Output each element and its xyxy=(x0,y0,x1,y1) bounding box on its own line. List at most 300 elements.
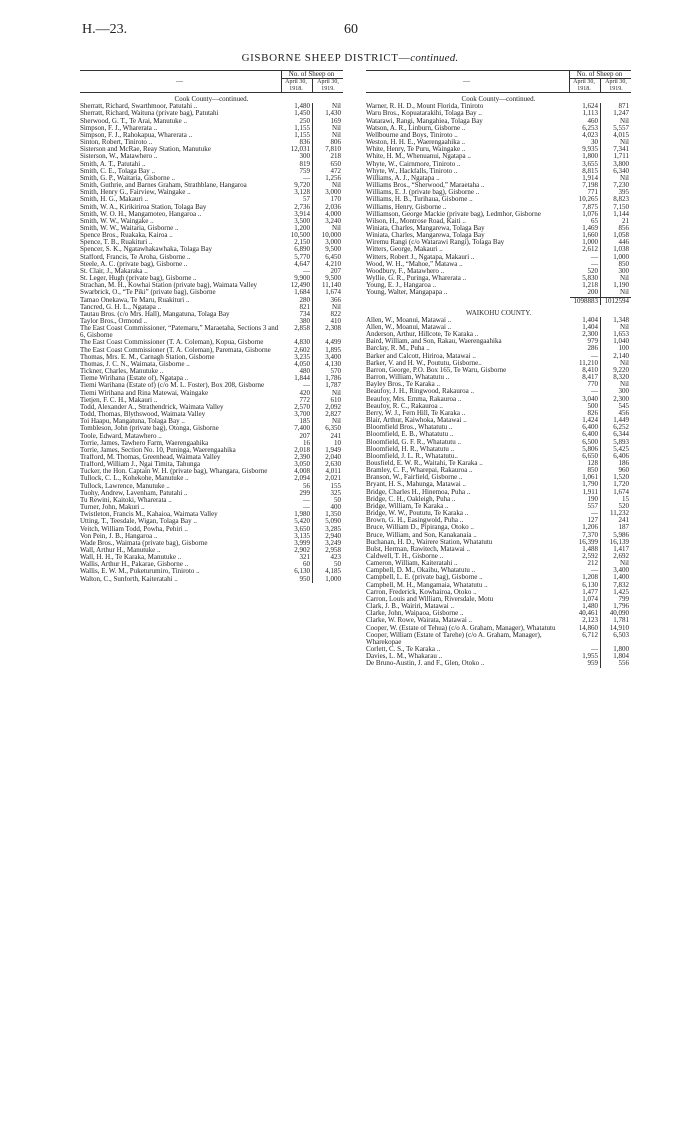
sheep-1919: 1,400 xyxy=(601,574,632,581)
owner-name: Toole, Edward, Matawhero .. xyxy=(80,432,162,440)
owner-name: Bruce, William, and Son, Kanakanaia .. xyxy=(366,531,477,539)
sheep-1919: 10,000 xyxy=(313,232,344,239)
sheep-1918: 16,399 xyxy=(578,538,598,546)
owner-name: Tombleson, John (private bag), Otonga, Gisborne xyxy=(80,425,219,433)
owner-name: Woodbury, F., Matawhero .. xyxy=(366,267,445,275)
table-row xyxy=(80,475,343,482)
owner-name: Sherratt, Richard, Swarthmoor, Patutahi .. xyxy=(80,103,198,111)
sheep-1919: 21 xyxy=(601,218,632,225)
owner-name: Bayley Bros., Te Karaka .. xyxy=(366,381,441,389)
sheep-1918: — xyxy=(591,352,598,360)
sheep-1918: 6,400 xyxy=(582,424,598,432)
table-row xyxy=(80,397,343,404)
table-row xyxy=(366,103,631,110)
sheep-1918: 1,980 xyxy=(294,511,310,519)
owner-name: Sisterson, W., Matawhero .. xyxy=(80,153,158,161)
owner-name: Bloomfield, E. B., Whatatutu .. xyxy=(366,431,454,439)
table-row xyxy=(80,318,343,325)
owner-name: Simpson, F. J., Wharerata .. xyxy=(80,124,158,132)
left-table xyxy=(80,70,343,583)
sheep-1919: Nil xyxy=(601,175,632,182)
sheep-1918: 5,770 xyxy=(294,253,310,261)
table-row xyxy=(80,433,343,440)
table-row xyxy=(80,554,343,561)
sheep-1919: Nil xyxy=(313,225,344,232)
sheep-1919: 1,653 xyxy=(601,331,632,338)
sheep-1918: 3,040 xyxy=(582,395,598,403)
sheep-1918: 1,074 xyxy=(582,595,598,603)
sheep-1918: — xyxy=(591,260,598,268)
sheep-1919: 3,000 xyxy=(313,239,344,246)
sheep-1919: 1,430 xyxy=(313,110,344,117)
sheep-1918: 1,000 xyxy=(582,239,598,247)
owner-name: White, Henry, Te Puru, Waingake .. xyxy=(366,146,466,154)
sheep-1919: Nil xyxy=(313,132,344,139)
table-row xyxy=(80,218,343,225)
sheep-1919: 11,232 xyxy=(601,510,632,517)
left-column xyxy=(80,70,343,583)
owner-name: Smith, W. A., Kirikiriroa Station, Tolaga Bay xyxy=(80,203,207,211)
sheep-1918: 1,684 xyxy=(294,289,310,297)
sheep-1918: 2,123 xyxy=(582,617,598,625)
table-row xyxy=(366,403,631,410)
sheep-1918: 286 xyxy=(587,345,598,353)
table-row xyxy=(80,368,343,375)
sheep-1918: 759 xyxy=(299,167,310,175)
owner-name: Campbell, D. M., Okaihu, Whatatutu .. xyxy=(366,567,476,575)
owner-name: Smith, Henry G., Fairview, Waingake .. xyxy=(80,189,191,197)
sheep-1918: 14,860 xyxy=(578,624,598,632)
owner-name: Tiemi Wirihana and Rina Matewai, Waingake xyxy=(80,389,209,397)
sheep-1918: 1,624 xyxy=(582,103,598,111)
sheep-1919: 8,320 xyxy=(601,374,632,381)
right-header-1919: April 30, 1919. xyxy=(601,79,632,93)
table-row xyxy=(366,439,631,446)
owner-name: Smith, A. T., Patutahi .. xyxy=(80,160,146,168)
sheep-1918: 5,806 xyxy=(582,445,598,453)
sheep-1918: 1,844 xyxy=(294,375,310,383)
sheep-1919: 9,500 xyxy=(313,246,344,253)
owner-name: Branson, W., Fairfield, Gisborne .. xyxy=(366,474,463,482)
table-row xyxy=(366,524,631,531)
owner-name: Tullock, Lawrence, Manutuke .. xyxy=(80,482,170,490)
table-row xyxy=(366,331,631,338)
owner-name: Witters, George, Makauri .. xyxy=(366,246,443,254)
owner-name: Watarawi, Rangi, Mangahiea, Tolaga Bay xyxy=(366,117,483,125)
owner-name: Clarke, W. Rowe, Wairata, Matawai .. xyxy=(366,617,473,625)
sheep-1919: 1,348 xyxy=(601,317,632,324)
table-row xyxy=(80,418,343,425)
table-row xyxy=(80,497,343,504)
owner-name: Barker, V. and H. W., Poututu, Gisborne.. xyxy=(366,359,482,367)
owner-name: Thomas, J. C. N., Waimata, Gisborne .. xyxy=(80,360,190,368)
sheep-1918: 1,480 xyxy=(582,603,598,611)
sheep-1919: 4,210 xyxy=(313,261,344,268)
left-header-sheep: No. of Sheep on xyxy=(282,71,344,79)
sheep-1918: 6,650 xyxy=(582,452,598,460)
owner-name: Bousfield, E. W. R., Waitahi, Te Karaka .. xyxy=(366,459,483,467)
owner-name: Beaufoy, J. H., Ringwood, Rakauroa .. xyxy=(366,388,475,396)
table-row xyxy=(80,239,343,246)
owner-name: Winiata, Charles, Mangarewa, Tolaga Bay xyxy=(366,232,485,240)
owner-name: Williamson, George Mackie (private bag), Ledmhor, Gisborne xyxy=(366,210,541,218)
sheep-1918: 127 xyxy=(587,517,598,525)
sheep-1919: 1,040 xyxy=(601,338,632,345)
sheep-1919: 5,090 xyxy=(313,518,344,525)
sheep-1918: 836 xyxy=(299,139,310,147)
sheep-1919: 1,796 xyxy=(601,603,632,610)
table-row xyxy=(366,168,631,175)
sheep-1918: 771 xyxy=(587,189,598,197)
owner-name: Tietjen, F. C. H., Makauri .. xyxy=(80,396,158,404)
sheep-1918: — xyxy=(591,510,598,518)
sheep-1918: 10,500 xyxy=(290,232,310,240)
sheep-1919: 155 xyxy=(313,483,344,490)
sheep-1919: 1,058 xyxy=(601,232,632,239)
table-row xyxy=(366,261,631,268)
owner-name: Smith, G. P., Waitaria, Gisborne .. xyxy=(80,174,175,182)
owner-name: Twistleton, Francis M., Kahaioa, Waimata Valley xyxy=(80,511,218,519)
owner-name: Caldwell, T. H., Gisborne .. xyxy=(366,553,444,560)
sheep-1918: 8,417 xyxy=(582,374,598,382)
owner-name: Sinton, Robert, Tiniroto .. xyxy=(80,139,153,147)
owner-name: Williams, Henry, Gisborne .. xyxy=(366,203,447,211)
sheep-1919: Nil xyxy=(601,289,632,297)
sheep-1918: 321 xyxy=(299,554,310,562)
sheep-1918: 4,830 xyxy=(294,339,310,347)
owner-name: Tiemi Warihana (Estate of) (c/o M. L. Foster), Box 208, Gisborne xyxy=(80,382,265,390)
sheep-1918: 4,023 xyxy=(582,131,598,139)
sheep-1918: 2,570 xyxy=(294,403,310,411)
sheep-1919: 50 xyxy=(313,561,344,568)
sheep-1919: 3,000 xyxy=(313,189,344,196)
table-row xyxy=(366,324,631,331)
sheep-1919: 5,425 xyxy=(601,446,632,453)
table-row xyxy=(366,289,631,297)
left-header-1919: April 30, 1919. xyxy=(313,79,344,93)
sheep-1919: 9,220 xyxy=(601,367,632,374)
sheep-1918: 2,018 xyxy=(294,446,310,454)
table-row xyxy=(366,246,631,253)
sheep-1918: 1,076 xyxy=(582,210,598,218)
sheep-1918: 57 xyxy=(303,196,310,204)
table-row xyxy=(366,517,631,524)
sheep-1919: 1,520 xyxy=(601,474,632,481)
table-row xyxy=(366,139,631,146)
sheep-1919: 6,350 xyxy=(313,425,344,432)
sheep-1919: 2,308 xyxy=(313,325,344,339)
owner-name: Sherwood, G. T., Te Arai, Manutuke .. xyxy=(80,117,188,125)
left-section-title: Cook County—continued. xyxy=(174,95,249,104)
sheep-1919: Nil xyxy=(313,125,344,132)
sheep-1918: 1,480 xyxy=(294,103,310,111)
sheep-1918: 7,198 xyxy=(582,182,598,190)
sheep-1919: 1,038 xyxy=(601,246,632,253)
sheep-1919: 446 xyxy=(601,239,632,246)
sheep-1919: 2,940 xyxy=(313,533,344,540)
sheep-1918: 1,488 xyxy=(582,545,598,553)
sheep-1918: 300 xyxy=(299,153,310,161)
owner-name: Bridge, W. W., Poututu, Te Karaka .. xyxy=(366,510,469,518)
table-row xyxy=(366,453,631,460)
table-row xyxy=(80,526,343,533)
right-rows xyxy=(366,103,631,297)
right-table-header xyxy=(366,71,631,79)
owner-name: Carron, Frederick, Kowhairoa, Otoko .. xyxy=(366,588,477,596)
owner-name: Tucker, the Hon. Captain W. H. (private bag), Whangara, Gisborne xyxy=(80,468,268,476)
sheep-1919: 610 xyxy=(313,397,344,404)
sheep-1918: 207 xyxy=(299,432,310,440)
sheep-1918: 30 xyxy=(591,139,598,147)
sheep-1918: 6,130 xyxy=(294,568,310,576)
sheep-1919: Nil xyxy=(601,118,632,125)
owner-name: Steele, A. C. (private bag), Gisborne .. xyxy=(80,260,188,268)
sheep-1919: 1,674 xyxy=(313,289,344,296)
sheep-1919: 822 xyxy=(313,311,344,318)
sheep-1918: 2,150 xyxy=(294,239,310,247)
table-row xyxy=(366,211,631,218)
owner-name: Bridge, Charles H., Hinemoa, Puha .. xyxy=(366,488,471,496)
sheep-1918: 420 xyxy=(299,389,310,397)
table-row xyxy=(366,367,631,374)
owner-name: Spencer, S. K., Ngatawhakawhaka, Tolaga Bay xyxy=(80,246,213,254)
table-row xyxy=(80,390,343,397)
table-row xyxy=(366,489,631,496)
sheep-1919: Nil xyxy=(601,139,632,146)
sheep-1918: 2,592 xyxy=(582,553,598,560)
sheep-1918: 2,094 xyxy=(294,475,310,483)
owner-name: Whyte, W., Hackfalls, Tiniroto .. xyxy=(366,167,458,175)
owner-name: Bridge, William, Te Karaka .. xyxy=(366,502,449,510)
sheep-1918: 40,461 xyxy=(578,610,598,618)
sheep-1919: 2,021 xyxy=(313,475,344,482)
owner-name: Wyllie, G. R., Puringa, Wharerata .. xyxy=(366,275,467,283)
sheep-1919: 2,036 xyxy=(313,204,344,211)
owner-name: The East Coast Commissioner, “Patemaru,” Maraetaha, Sections 3 and 6, Gisborne xyxy=(80,325,279,340)
owner-name: Smith, H. G., Makauri .. xyxy=(80,196,149,204)
sheep-1919: 4,499 xyxy=(313,339,344,346)
sheep-1918: 6,253 xyxy=(582,124,598,132)
sheep-1919: 5,893 xyxy=(601,439,632,446)
sheep-1919: 2,692 xyxy=(601,553,632,560)
owner-name: Taylor Bros., Ormond .. xyxy=(80,318,147,325)
sheep-1919: 2,300 xyxy=(601,396,632,403)
sheep-1919: 3,400 xyxy=(313,354,344,361)
sheep-1918: 2,300 xyxy=(582,331,598,339)
owner-name: Wall, Arthur H., Manutuke .. xyxy=(80,547,161,554)
owner-name: Tu Rewini, Kaitoki, Wharerata .. xyxy=(80,496,172,504)
sheep-1918: 5,830 xyxy=(582,275,598,283)
sheep-1918: 3,650 xyxy=(294,525,310,533)
sheep-1919: 6,252 xyxy=(601,424,632,431)
sheep-1919: 7,832 xyxy=(601,582,632,589)
sheep-1918: 4,647 xyxy=(294,260,310,268)
table-row xyxy=(80,232,343,239)
sheep-1918: 128 xyxy=(587,459,598,467)
owner-name: Torrie, James, Tawhero Farm, Waerengaahika xyxy=(80,439,209,447)
sheep-1919: 4,185 xyxy=(313,568,344,575)
table-row xyxy=(366,374,631,381)
owner-name: Corlett, C. S., Te Karaka .. xyxy=(366,646,441,654)
table-row xyxy=(366,660,631,667)
sheep-1918: 500 xyxy=(587,402,598,410)
sheep-1918: 819 xyxy=(299,160,310,168)
owner-name: Turner, John, Makuri .. xyxy=(80,504,145,512)
table-row xyxy=(80,304,343,311)
table-row xyxy=(366,268,631,275)
owner-name: Waru Bros., Kopuatarakihi, Tolaga Bay .. xyxy=(366,110,482,118)
sheep-1918: 3,655 xyxy=(582,160,598,168)
sheep-1918: 9,935 xyxy=(582,146,598,154)
table-row xyxy=(80,161,343,168)
sheep-1918: 3,235 xyxy=(294,353,310,361)
sheep-1918: 380 xyxy=(299,318,310,325)
owner-name: Whyte, W., Cairnmore, Tiniroto .. xyxy=(366,160,461,168)
table-row xyxy=(366,338,631,345)
sheep-1918: 6,890 xyxy=(294,246,310,254)
owner-name: Wellbourne and Boys, Tiniroto .. xyxy=(366,131,458,139)
owner-name: Torrie, James, Section No. 10, Puninga, Waerengaahika xyxy=(80,446,236,454)
sheep-1918: 557 xyxy=(587,502,598,510)
table-row xyxy=(366,225,631,232)
sheep-1918: — xyxy=(591,567,598,575)
owner-name: Davies, L. M., Whakarau .. xyxy=(366,653,443,661)
sheep-1919: 100 xyxy=(601,345,632,352)
sheep-1919: 7,810 xyxy=(313,146,344,153)
owner-name: Williams Bros., “Sherwood,” Maraetaha .. xyxy=(366,182,485,190)
owner-name: Thomas, Mrs. E. M., Carnagh Station, Gisborne xyxy=(80,353,215,361)
sheep-1918: 1,911 xyxy=(582,488,598,496)
sheep-1919: 366 xyxy=(313,297,344,304)
sheep-1919: 1,144 xyxy=(601,211,632,218)
owner-name: Von Pein, J. B., Hangaroa .. xyxy=(80,532,158,540)
table-row xyxy=(366,125,631,132)
table-row xyxy=(80,146,343,153)
owner-name: Bridge, C. H., Oakleigh, Puha .. xyxy=(366,495,456,503)
sheep-1919: 3,800 xyxy=(601,161,632,168)
sheep-1919: 1,000 xyxy=(313,576,344,583)
sheep-1918: 250 xyxy=(299,117,310,125)
sheep-1919: 2,092 xyxy=(313,404,344,411)
sheep-1918: 6,400 xyxy=(582,431,598,439)
right-header-sheep: No. of Sheep on xyxy=(570,71,632,79)
sheep-1918: 520 xyxy=(587,267,598,275)
owner-name: Swarbrick, O., “Te Piki” (private bag), Gisborne xyxy=(80,289,216,297)
table-row xyxy=(80,347,343,354)
sheep-1919: 7,230 xyxy=(601,182,632,189)
sheep-1919: 2,958 xyxy=(313,547,344,554)
sheep-1919: 1,781 xyxy=(601,617,632,624)
sheep-1918: 7,875 xyxy=(582,203,598,211)
sheep-1919: 850 xyxy=(601,261,632,268)
sheep-1918: 3,914 xyxy=(294,210,310,218)
owner-name: Bramley, C. F., Wharepai, Rakauroa .. xyxy=(366,467,473,475)
sheep-1918: 1,914 xyxy=(582,174,598,182)
sheep-1918: 2,602 xyxy=(294,346,310,354)
table-row xyxy=(366,239,631,246)
page-title xyxy=(0,52,700,64)
sheep-1919: Nil xyxy=(601,381,632,388)
owner-name: Sherratt, Richard, Waituna (private bag), Patutahi xyxy=(80,110,219,118)
table-row xyxy=(366,424,631,431)
table-row xyxy=(366,417,631,424)
owner-name: Trafford, M. Thomas, Greenhead, Waimata Valley xyxy=(80,453,221,461)
table-row xyxy=(366,232,631,239)
sheep-1919: 50 xyxy=(313,497,344,504)
waikohu-section-title: WAIKOHU COUNTY. xyxy=(465,308,532,317)
table-row xyxy=(80,204,343,211)
sheep-1918: 480 xyxy=(299,368,310,376)
table-row xyxy=(366,275,631,282)
sheep-1918: 65 xyxy=(591,217,598,225)
owner-name: Clark, J. B., Wairiri, Matawai .. xyxy=(366,603,454,611)
table-row xyxy=(366,218,631,225)
sheep-1918: 3,135 xyxy=(294,532,310,540)
sheep-1918: 1,206 xyxy=(582,524,598,532)
sheep-1919: 9,500 xyxy=(313,275,344,282)
table-row xyxy=(366,632,631,646)
sheep-1918: 821 xyxy=(299,303,310,311)
sheep-1919: 169 xyxy=(313,118,344,125)
table-row xyxy=(366,175,631,182)
table-row xyxy=(80,297,343,304)
sheep-1918: 7,370 xyxy=(582,531,598,539)
table-row xyxy=(366,146,631,153)
table-row xyxy=(80,139,343,146)
owner-name: Smith, W. O. H., Mangamoteo, Hangaroa .. xyxy=(80,210,202,218)
owner-name: Wallis, Arthur H., Pakarae, Gisborne .. xyxy=(80,561,189,569)
sheep-1919: 325 xyxy=(313,490,344,497)
sheep-1918: 1,113 xyxy=(582,110,598,118)
table-row xyxy=(80,354,343,361)
sheep-1919: 1,804 xyxy=(601,653,632,660)
owner-name: Bruce, William D., Pipiranga, Otoko .. xyxy=(366,524,474,532)
owner-name: Warner, R. H. D., Mount Florida, Tiniroto xyxy=(366,103,484,111)
sheep-1918: 8,815 xyxy=(582,167,598,175)
owner-name: Watson, A. R., Linburn, Gisborne .. xyxy=(366,124,466,132)
sheep-1919: 556 xyxy=(601,660,632,667)
sheep-1919: 960 xyxy=(601,467,632,474)
cook-county-total xyxy=(366,297,631,305)
table-row xyxy=(80,225,343,232)
sheep-1919: 1,949 xyxy=(313,447,344,454)
sheep-1918: 11,210 xyxy=(579,359,598,367)
sheep-1919: 207 xyxy=(313,268,344,275)
sheep-1919: 5,557 xyxy=(601,125,632,132)
owner-name: Williams, A. J., Ngatapa .. xyxy=(366,174,440,182)
sheep-1919: Nil xyxy=(313,418,344,425)
owner-name: The East Coast Commissioner (T. A. Coleman), Paremata, Gisborne xyxy=(80,346,271,354)
table-row xyxy=(80,153,343,160)
sheep-1918: 6,130 xyxy=(582,581,598,589)
owner-name: Beaufoy, Mrs. Emma, Rakauroa .. xyxy=(366,395,462,403)
sheep-1918: — xyxy=(303,504,310,512)
sheep-1918: 185 xyxy=(299,418,310,426)
sheep-1919: 2,630 xyxy=(313,461,344,468)
sheep-1918: — xyxy=(591,388,598,396)
sheep-1918: 212 xyxy=(587,560,598,568)
table-row xyxy=(80,547,343,554)
sheep-1919: 1,800 xyxy=(601,646,632,653)
sheep-1918: 1,477 xyxy=(582,588,598,596)
table-row xyxy=(80,361,343,368)
sheep-1919: 300 xyxy=(601,268,632,275)
sheep-1918: 6,500 xyxy=(582,438,598,446)
sheep-1918: 1,208 xyxy=(582,574,598,582)
sheep-1919: 6,450 xyxy=(313,254,344,261)
sheep-1919: 2,140 xyxy=(601,353,632,360)
table-row xyxy=(80,103,343,110)
